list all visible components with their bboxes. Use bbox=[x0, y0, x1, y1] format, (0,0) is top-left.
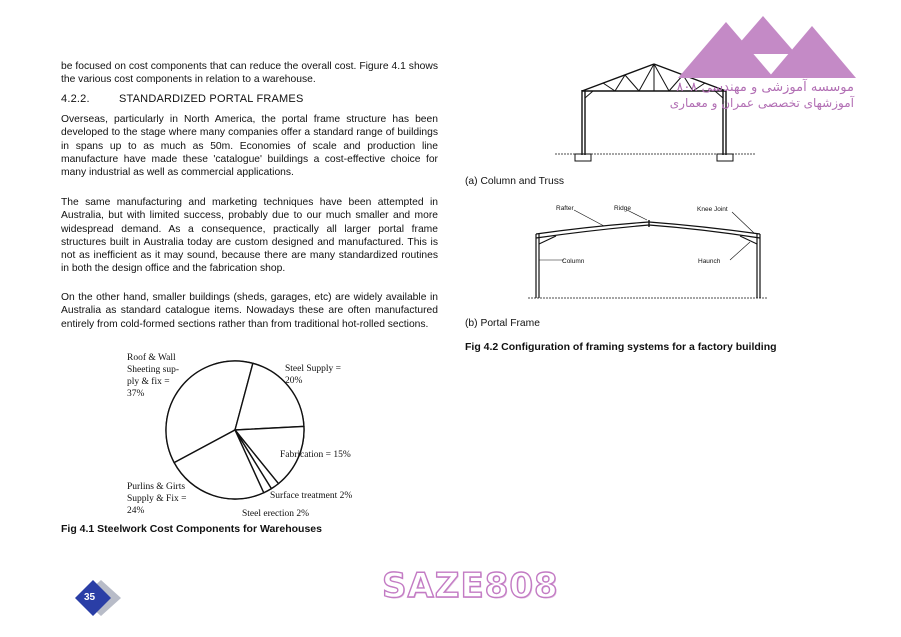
label-column: Column bbox=[562, 258, 585, 265]
institute-logo bbox=[678, 12, 858, 82]
paragraph-1: Overseas, particularly in North America, the portal frame structure has been developed to the stage where many companies offer a standard range of buildings in spans up to as much as 50m. Economies of scale and production line manufacture have made these 'catalogue' buildings a cost-effective choice for many industrial as well as commercial applications. bbox=[61, 114, 438, 179]
label-ridge: Ridge bbox=[614, 205, 631, 212]
fig42-caption: Fig 4.2 Configuration of framing systems for a factory building bbox=[465, 341, 777, 353]
section-number: 4.2.2. bbox=[61, 93, 90, 105]
pie-label-steel-supply: Steel Supply = 20% bbox=[285, 364, 342, 386]
section-heading bbox=[61, 93, 303, 105]
label-rafter: Rafter bbox=[556, 205, 574, 212]
section-title: STANDARDIZED PORTAL FRAMES bbox=[119, 93, 304, 105]
logo-text-line2: آموزشهای تخصصی عمران و معماری bbox=[669, 96, 854, 110]
portal-frame-diagram bbox=[522, 198, 774, 304]
paragraph-3: On the other hand, smaller buildings (sheds, garages, etc) are widely available in Australia as standard catalogue items. Nowadays these are often manufactured entirely from cold-formed sections rather than from traditional hot-rolled sections. bbox=[61, 292, 438, 330]
label-haunch: Haunch bbox=[698, 258, 721, 265]
pie-label-roof: Roof & Wall Sheeting sup- ply & fix = 37% bbox=[127, 353, 179, 399]
page-number: 35 bbox=[84, 592, 96, 603]
pie-slices bbox=[166, 361, 304, 499]
paragraph-2: The same manufacturing and marketing techniques have been attempted in Australia, but with limited success, probably due to our much smaller and more widespread demand. As a consequence, practically all larger portal frame structures built in Australia today are custom designed and manufactured. This is not as inefficient as it may sound, because there are many standardized routines in both the design office and the fabrication shop. bbox=[61, 197, 438, 275]
pie-label-erection: Steel erection 2% bbox=[242, 509, 310, 519]
intro-paragraph: be focused on cost components that can reduce the overall cost. Figure 4.1 shows the various cost components in relation to a warehouse. bbox=[61, 61, 438, 86]
pie-label-purlins: Purlins & Girts Supply & Fix = 24% bbox=[127, 482, 187, 516]
fig41-caption: Fig 4.1 Steelwork Cost Components for Warehouses bbox=[61, 523, 322, 535]
page-badge bbox=[73, 578, 129, 618]
pie-label-surface: Surface treatment 2% bbox=[270, 491, 353, 501]
pie-label-fabrication: Fabrication = 15% bbox=[280, 450, 351, 460]
fig42-sub-a: (a) Column and Truss bbox=[465, 176, 565, 187]
watermark-text: SAZE808 bbox=[382, 566, 559, 606]
label-knee-joint: Knee Joint bbox=[697, 206, 728, 213]
logo-text-line1: موسسه آموزشی و مهندسی ۸۰۸ bbox=[676, 80, 854, 95]
fig42-sub-b: (b) Portal Frame bbox=[465, 318, 540, 329]
